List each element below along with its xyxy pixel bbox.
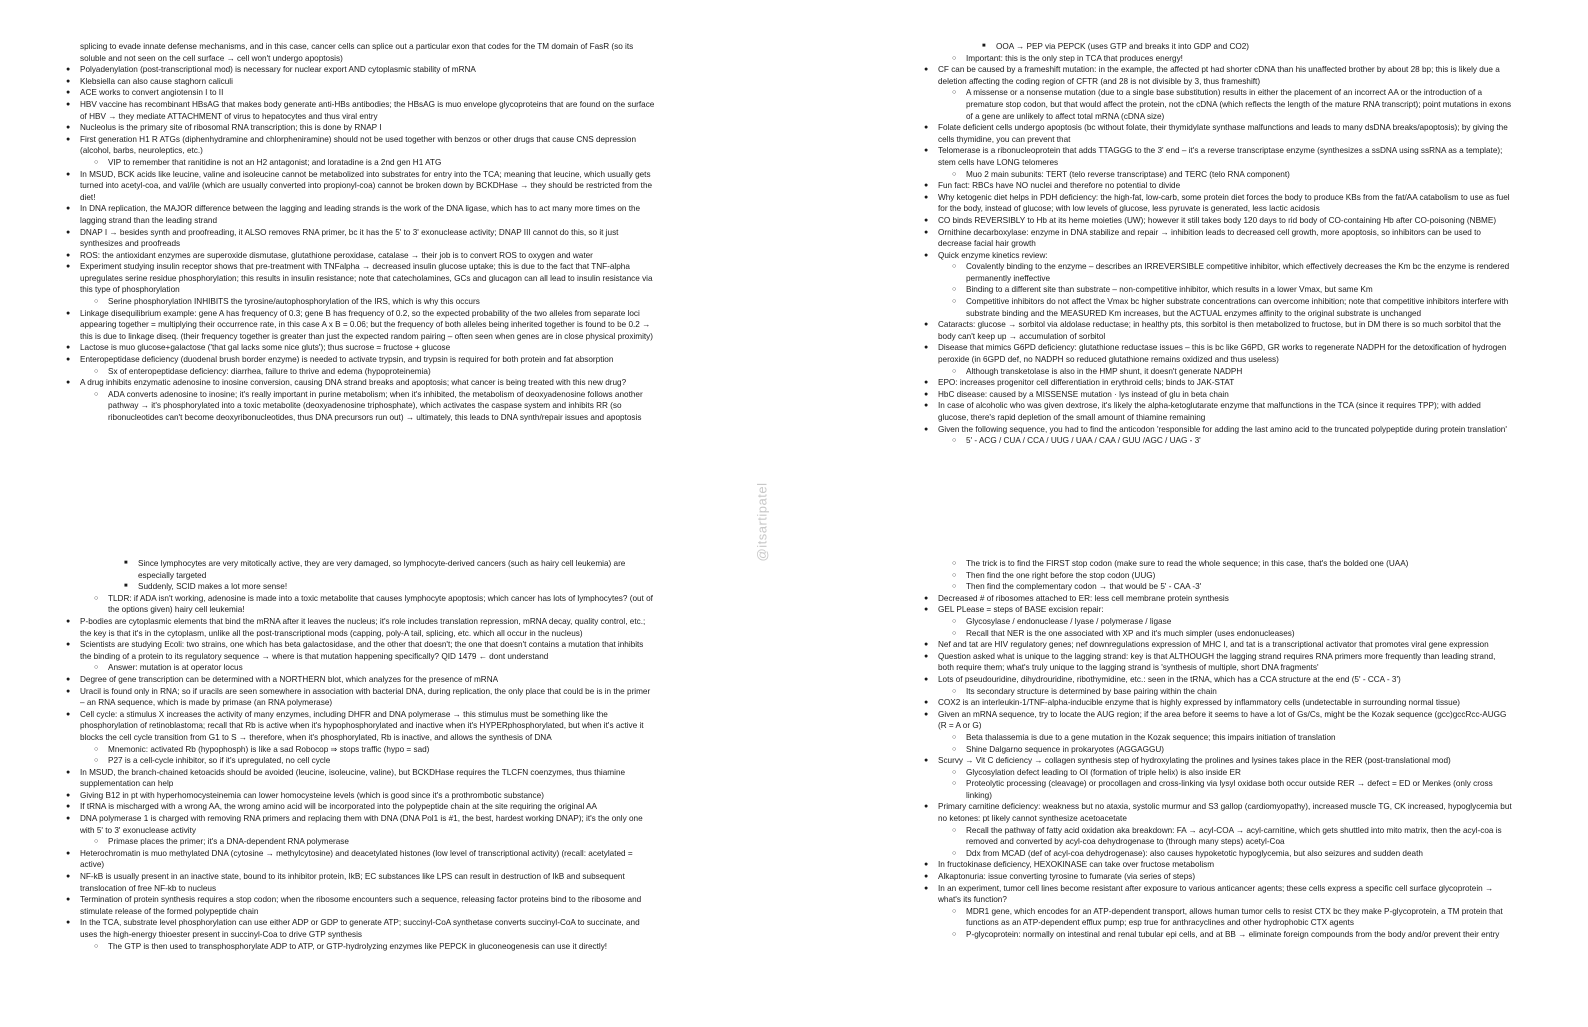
note-line: ● Linkage disequilibrium example: gene A has frequency of 0.3; gene B has frequency of 0.2, so the expected probability of the two alleles from separate loci appearing together = multiplying their occurrence rate, in this case A x B = 0.06; but the frequency of both alleles being inherited together is found to be 0.2 → this is due to linkage diseq. (their frequency together is greater than just the expected random pairing – often seen when genes are in close physical proximity) bbox=[80, 308, 655, 343]
note-line: ● Nucleolus is the primary site of ribosomal RNA transcription; this is done by RNAP I bbox=[80, 122, 655, 134]
note-line: ● NF-kB is usually present in an inactive state, bound to its inhibitor protein, IkB; EC substances like LPS can result in destruction of IkB and subsequent translocation of free NF-kb to nucleus bbox=[80, 871, 655, 894]
note-line: ● Experiment studying insulin receptor shows that pre-treatment with TNFalpha → decreased insulin glucose uptake; this is due to the fact that TNF-alpha upregulates serine residue phosphorylation; this results in insulin resistance; note that catecholamines, GCs and glucagon can all lead to insulin resistance via this type of phosphorylation bbox=[80, 261, 655, 296]
note-line: ● Alkaptonuria: issue converting tyrosine to fumarate (via series of steps) bbox=[938, 871, 1513, 883]
note-line: ● CF can be caused by a frameshift mutation: in the example, the affected pt had shorter cDNA than his unaffected brother by about 28 bp; this is likely due a deletion affecting the coding region of CFTR (and 28 is not divisible by 3, thus frameshift) bbox=[938, 64, 1513, 87]
notes-quadrant-bottom-left bbox=[80, 558, 655, 952]
note-line: ○ Its secondary structure is determined by base pairing within the chain bbox=[938, 686, 1513, 698]
note-line: ● Given the following sequence, you had to find the anticodon 'responsible for adding the last amino acid to the truncated polypeptide during protein translation' bbox=[938, 424, 1513, 436]
note-line: ● In MSUD, the branch-chained ketoacids should be avoided (leucine, isoleucine, valine), but BCKDHase requires the TLCFN coenzymes, thus thiamine supplementation can help bbox=[80, 767, 655, 790]
note-line: ● GEL PLease = steps of BASE excision repair: bbox=[938, 604, 1513, 616]
notes-quadrant-top-left bbox=[80, 41, 655, 424]
note-line: ○ Glycosylation defect leading to OI (formation of triple helix) is also inside ER bbox=[938, 767, 1513, 779]
note-line: ○ VIP to remember that ranitidine is not an H2 antagonist; and loratadine is a 2nd gen H1 ATG bbox=[80, 157, 655, 169]
note-line: ● Uracil is found only in RNA; so if uracils are seen somewhere in association with bacterial DNA, during replication, the only place that could be is in the primer – an RNA sequence, which is made by primase (an RNA polymerase) bbox=[80, 686, 655, 709]
note-line: ● Why ketogenic diet helps in PDH deficiency: the high-fat, low-carb, some protein diet forces the body to produce KBs from the fat/AA catabolism to use as fuel for the body, instead of glucose; with low levels of glucose, less pyruvate is generated, less lactic acidosis bbox=[938, 192, 1513, 215]
note-line: ● Fun fact: RBCs have NO nuclei and therefore no potential to divide bbox=[938, 180, 1513, 192]
note-line: ○ Shine Dalgarno sequence in prokaryotes (AGGAGGU) bbox=[938, 744, 1513, 756]
note-line: ○ Although transketolase is also in the HMP shunt, it doesn't generate NADPH bbox=[938, 366, 1513, 378]
note-line: ○ Then find the one right before the stop codon (UUG) bbox=[938, 570, 1513, 582]
note-line: ● First generation H1 R ATGs (diphenhydramine and chlorpheniramine) should not be used together with benzos or other drugs that cause CNS depression (alcohol, barbs, neuroleptics, etc.) bbox=[80, 134, 655, 157]
note-line: splicing to evade innate defense mechanisms, and in this case, cancer cells can splice out a particular exon that codes for the TM domain of FasR (so its soluble and not seen on the cell surface → cell won't undergo apoptosis) bbox=[80, 42, 634, 63]
notes-quadrant-top-right bbox=[938, 41, 1513, 447]
note-line: ● Polyadenylation (post-transcriptional mod) is necessary for nuclear export AND cytoplasmic stability of mRNA bbox=[80, 64, 655, 76]
note-line: ○ Proteolytic processing (cleavage) or procollagen and cross-linking via lysyl oxidase both occur outside RER → defect = ED or Menkes (only cross linking) bbox=[938, 778, 1513, 801]
note-line: ■ Suddenly, SCID makes a lot more sense! bbox=[80, 581, 655, 593]
note-line: ○ The trick is to find the FIRST stop codon (make sure to read the whole sequence; in this case, that's the bolded one (UAA) bbox=[938, 558, 1513, 570]
note-line: ● Given an mRNA sequence, try to locate the AUG region; if the area before it seems to have a lot of Gs/Cs, might be the Kozak sequence (gcc)gccRcc-AUGG (R = A or G) bbox=[938, 709, 1513, 732]
note-line: ● In case of alcoholic who was given dextrose, it's likely the alpha-ketoglutarate enzyme that malfunctions in the TCA (since it requires TPP); with added glucose, there's rapid depletion of the small amount of thiamine remaining bbox=[938, 400, 1513, 423]
note-line: ○ Glycosylase / endonuclease / lyase / polymerase / ligase bbox=[938, 616, 1513, 628]
note-line: ● Scientists are studying Ecoli: two strains, one which has beta galactosidase, and the other that doesn't; the one that doesn't contains a mutation that inhibits the binding of a protein to its regulatory sequence → where is that mutation happening specifically? QID 1479 ← dont understand bbox=[80, 639, 655, 662]
note-line: ○ Muo 2 main subunits: TERT (telo reverse transcriptase) and TERC (telo RNA component) bbox=[938, 169, 1513, 181]
note-line: ○ P27 is a cell-cycle inhibitor, so if it's upregulated, no cell cycle bbox=[80, 755, 655, 767]
note-line: ● HBV vaccine has recombinant HBsAG that makes body generate anti-HBs antibodies; the HBsAG is muo envelope glycoproteins that are found on the surface of HBV → they mediate ATTACHMENT of virus to hepatocytes and thus viral entry bbox=[80, 99, 655, 122]
note-line: ○ MDR1 gene, which encodes for an ATP-dependent transport, allows human tumor cells to resist CTX bc they make P-glycoprotein, a TM protein that functions as an ATP-dependent efflux pump; esp true for anthracyclines and other hydrophobic CTX agents bbox=[938, 906, 1513, 929]
note-line: ○ Beta thalassemia is due to a gene mutation in the Kozak sequence; this impairs initiation of translation bbox=[938, 732, 1513, 744]
note-line: ● CO binds REVERSIBLY to Hb at its heme moieties (UW); however it still takes body 120 days to rid body of CO-containing Hb after CO-poisoning (NBME) bbox=[938, 215, 1513, 227]
note-line: ● Cell cycle: a stimulus X increases the activity of many enzymes, including DHFR and DNA polymerase → this stimulus must be something like the phosphorylation of retinoblastoma; recall that Rb is active when it's hypophosphorylated and inactive when it's HYPERphosphorylated, but when it's active it blocks the cell cycle transition from G1 to S → therefore, when it's phosphorylated, Rb is inactive, and allows the synthesis of DNA bbox=[80, 709, 655, 744]
note-line: ○ Binding to a different site than substrate – non-competitive inhibitor, which results in a lower Vmax, but same Km bbox=[938, 284, 1513, 296]
note-line: ● Klebsiella can also cause staghorn caliculi bbox=[80, 76, 655, 88]
note-line: ● ACE works to convert angiotensin I to II bbox=[80, 87, 655, 99]
note-line: ○ Competitive inhibitors do not affect the Vmax bc higher substrate concentrations can overcome inhibition; note that competitive inhibitors interfere with substrate binding and the MEASURED Km increases, but the ACTUAL enzymes affinity to the original substrate is unchanged bbox=[938, 296, 1513, 319]
note-line: ○ Recall the pathway of fatty acid oxidation aka breakdown: FA → acyl-COA → acyl-carnitine, which gets shuttled into mito matrix, then the acyl-coa is removed and converted by acyl-coa dehydrogenase to (through many steps) acetyl-Coa bbox=[938, 825, 1513, 848]
note-line: ○ Covalently binding to the enzyme – describes an IRREVERSIBLE competitive inhibitor, which effectively decreases the Km bc the enzyme is rendered permanently ineffective bbox=[938, 261, 1513, 284]
note-line: ○ Answer: mutation is at operator locus bbox=[80, 662, 655, 674]
note-line: ● DNAP I → besides synth and proofreading, it ALSO removes RNA primer, bc it has the 5' to 3' exonuclease activity; DNAP III cannot do this, so it just synthesizes and proofreads bbox=[80, 227, 655, 250]
note-line: ● In fructokinase deficiency, HEXOKINASE can take over fructose metabolism bbox=[938, 859, 1513, 871]
note-line: ● In DNA replication, the MAJOR difference between the lagging and leading strands is the work of the DNA ligase, which has to act many more times on the lagging strand than the leading strand bbox=[80, 203, 655, 226]
note-line: ● Cataracts: glucose → sorbitol via aldolase reductase; in healthy pts, this sorbitol is then metabolized to fructose, but in DM there is so much sorbitol that the body can't keep up → accumulation of sorbitol bbox=[938, 319, 1513, 342]
note-line: ■ OOA → PEP via PEPCK (uses GTP and breaks it into GDP and CO2) bbox=[938, 41, 1513, 53]
note-line: ○ Sx of enteropeptidase deficiency: diarrhea, failure to thrive and edema (hypoproteinemia) bbox=[80, 366, 655, 378]
note-line: ● EPO: increases progenitor cell differentiation in erythroid cells; binds to JAK-STAT bbox=[938, 377, 1513, 389]
note-line: ● Disease that mimics G6PD deficiency: glutathione reductase issues – this is bc like G6PD, GR works to regenerate NADPH for the detoxification of hydrogen peroxide (in 6GPD def, no NADPH so reduced glutathione remains oxidized and thus useless) bbox=[938, 342, 1513, 365]
note-line: ● Heterochromatin is muo methylated DNA (cytosine → methylcytosine) and deacetylated histones (low level of transcriptional activity) (recall: acetylated = active) bbox=[80, 848, 655, 871]
note-line: ● In the TCA, substrate level phosphorylation can use either ADP or GDP to generate ATP; succinyl-CoA synthetase converts succinyl-CoA to succinate, and uses the high-energy thioester present in succinyl-Coa to drive GTP synthesis bbox=[80, 917, 655, 940]
note-line: ○ P-glycoprotein: normally on intestinal and renal tubular epi cells, and at BB → eliminate foreign compounds from the body and/or prevent their entry bbox=[938, 929, 1513, 941]
note-line: ○ 5' - ACG / CUA / CCA / UUG / UAA / CAA / GUU /AGC / UAG - 3' bbox=[938, 435, 1513, 447]
note-line: ● DNA polymerase 1 is charged with removing RNA primers and replacing them with DNA (DNA Pol1 is #1, the best, hardest working DNAP); it's the only one with 5' to 3' exonuclease activity bbox=[80, 813, 655, 836]
note-line: ○ Ddx from MCAD (def of acyl-coa dehydrogenase): also causes hypoketotic hypoglycemia, but also seizures and sudden death bbox=[938, 848, 1513, 860]
note-line: ○ ADA converts adenosine to inosine; it's really important in purine metabolism; when it's inhibited, the metabolism of deoxyadenosine follows another pathway → it's phosphorylated into a toxic metabolite (deoxyadenosine triphosphate), which activates the caspase system and inhibits RR (so ribonucleotides can't become deoxyribonucleotides, thus DNA precursors run out) → ultimately, this leads to DNA synth/repair issues and apoptosis bbox=[80, 389, 655, 424]
note-line: ○ Then find the complementary codon → that would be 5' - CAA -3' bbox=[938, 581, 1513, 593]
note-line: ● Folate deficient cells undergo apoptosis (bc without folate, their thymidylate synthase malfunctions and leads to many dsDNA breaks/apoptosis); by giving the cells thymidine, you can prevent that bbox=[938, 122, 1513, 145]
note-line: ○ Important: this is the only step in TCA that produces energy! bbox=[938, 53, 1513, 65]
note-line: ○ Primase places the primer; it's a DNA-dependent RNA polymerase bbox=[80, 836, 655, 848]
note-line: ● Giving B12 in pt with hyperhomocysteinemia can lower homocysteine levels (which is good since it's a prothrombotic substance) bbox=[80, 790, 655, 802]
note-line: ● Ornithine decarboxylase: enzyme in DNA stabilize and repair → inhibition leads to decreased cell growth, more apoptosis, so inhibitors can be used to decrease facial hair growth bbox=[938, 227, 1513, 250]
note-line: ● In MSUD, BCK acids like leucine, valine and isoleucine cannot be metabolized into substrates for entry into the TCA; meaning that leucine, which usually gets turned into acetyl-coa, and val/ile (which are usually converted into propionyl-coa) cannot be broken down by BCKDHase → they should be restricted from the diet! bbox=[80, 169, 655, 204]
note-line: ○ Serine phosphorylation INHIBITS the tyrosine/autophosphorylation of the IRS, which is why this occurs bbox=[80, 296, 655, 308]
note-line: ○ The GTP is then used to transphosphorylate ADP to ATP, or GTP-hydrolyzing enzymes like PEPCK in gluconeogenesis can use it directly! bbox=[80, 941, 655, 953]
watermark: @itsartipatel bbox=[754, 482, 770, 562]
note-line: ■ Since lymphocytes are very mitotically active, they are very damaged, so lymphocyte-derived cancers (such as hairy cell leukemia) are especially targeted bbox=[80, 558, 655, 581]
note-line: ○ Recall that NER is the one associated with XP and it's much simpler (uses endonucleases) bbox=[938, 628, 1513, 640]
note-line: ● A drug inhibits enzymatic adenosine to inosine conversion, causing DNA strand breaks and apoptosis; what cancer is being treated with this new drug? bbox=[80, 377, 655, 389]
note-line: ● Telomerase is a ribonucleoprotein that adds TTAGGG to the 3' end – it's a reverse transcriptase enzyme (synthesizes a ssDNA using ssRNA as a template); stem cells have LONG telomeres bbox=[938, 145, 1513, 168]
note-line: ● Quick enzyme kinetics review: bbox=[938, 250, 1513, 262]
note-line: ● Decreased # of ribosomes attached to ER: less cell membrane protein synthesis bbox=[938, 593, 1513, 605]
note-line: ○ A missense or a nonsense mutation (due to a single base substitution) results in either the placement of an incorrect AA or the introduction of a premature stop codon, but that would affect the protein, not the cDNA (which reflects the length of the mature RNA transcript); point mutations in exons of a gene are unlikely to affect total mRNA (cDNA size) bbox=[938, 87, 1513, 122]
note-line: ● ROS: the antioxidant enzymes are superoxide dismutase, glutathione peroxidase, catalase → their job is to convert ROS to oxygen and water bbox=[80, 250, 655, 262]
notes-quadrant-bottom-right bbox=[938, 558, 1513, 941]
note-line: ● Degree of gene transcription can be determined with a NORTHERN blot, which analyzes for the presence of mRNA bbox=[80, 674, 655, 686]
note-line: ● Nef and tat are HIV regulatory genes; nef downregulations expression of MHC I, and tat is a transcriptional activator that promotes viral gene expression bbox=[938, 639, 1513, 651]
note-line: ● Lots of pseudouridine, dihydrouridine, ribothymidine, etc.: seen in the tRNA, which has a CCA structure at the end (5' - CCA - 3') bbox=[938, 674, 1513, 686]
note-line: ○ Mnemonic: activated Rb (hypophosph) is like a sad Robocop ⇒ stops traffic (hypo = sad) bbox=[80, 744, 655, 756]
note-line: ● If tRNA is mischarged with a wrong AA, the wrong amino acid will be incorporated into the polypeptide chain at the site requiring the original AA bbox=[80, 801, 655, 813]
note-line: ○ TLDR: if ADA isn't working, adenosine is made into a toxic metabolite that causes lymphocyte apoptosis; which cancer has lots of lymphocytes? (out of the options given) hairy cell leukemia! bbox=[80, 593, 655, 616]
note-line: ● P-bodies are cytoplasmic elements that bind the mRNA after it leaves the nucleus; it's role includes translation repression, mRNA decay, quality control, etc.; the key is that it's in the cytoplasm, unlike all the post-transcriptional mods (capping, poly-A tail, splicing, etc. which all occur in the nucleus) bbox=[80, 616, 655, 639]
note-line: ● In an experiment, tumor cell lines become resistant after exposure to various anticancer agents; these cells express a specific cell surface glycoprotein → what's its function? bbox=[938, 883, 1513, 906]
note-line: ● Enteropeptidase deficiency (duodenal brush border enzyme) is needed to activate trypsin, and trypsin is required for both protein and fat absorption bbox=[80, 354, 655, 366]
note-line: ● Scurvy → Vit C deficiency → collagen synthesis step of hydroxylating the prolines and lysines takes place in the RER (post-translational mod) bbox=[938, 755, 1513, 767]
note-line: ● Lactose is muo glucose+galactose ('that gal lacks some nice gluts'); thus sucrose = fructose + glucose bbox=[80, 342, 655, 354]
note-line: ● COX2 is an interleukin-1/TNF-alpha-inducible enzyme that is highly expressed by inflammatory cells (undetectable in surrounding normal tissue) bbox=[938, 697, 1513, 709]
note-line: ● Question asked what is unique to the lagging strand: key is that ALTHOUGH the lagging strand requires RNA primers more frequently than leading strand, both require them; what's truly unique to the lagging strand is 'synthesis of multiple, short DNA fragments' bbox=[938, 651, 1513, 674]
note-line: ● Primary carnitine deficiency: weakness but no ataxia, systolic murmur and S3 gallop (cardiomyopathy), increased muscle TG, CK increased, hypoglycemia but no ketones: pt likely cannot synthesize acetoacetate bbox=[938, 801, 1513, 824]
note-line: ● Termination of protein synthesis requires a stop codon; when the ribosome encounters such a sequence, releasing factor proteins bind to the ribosome and stimulate release of the formed polypeptide chain bbox=[80, 894, 655, 917]
note-line: ● HbC disease: caused by a MISSENSE mutation · lys instead of glu in beta chain bbox=[938, 389, 1513, 401]
